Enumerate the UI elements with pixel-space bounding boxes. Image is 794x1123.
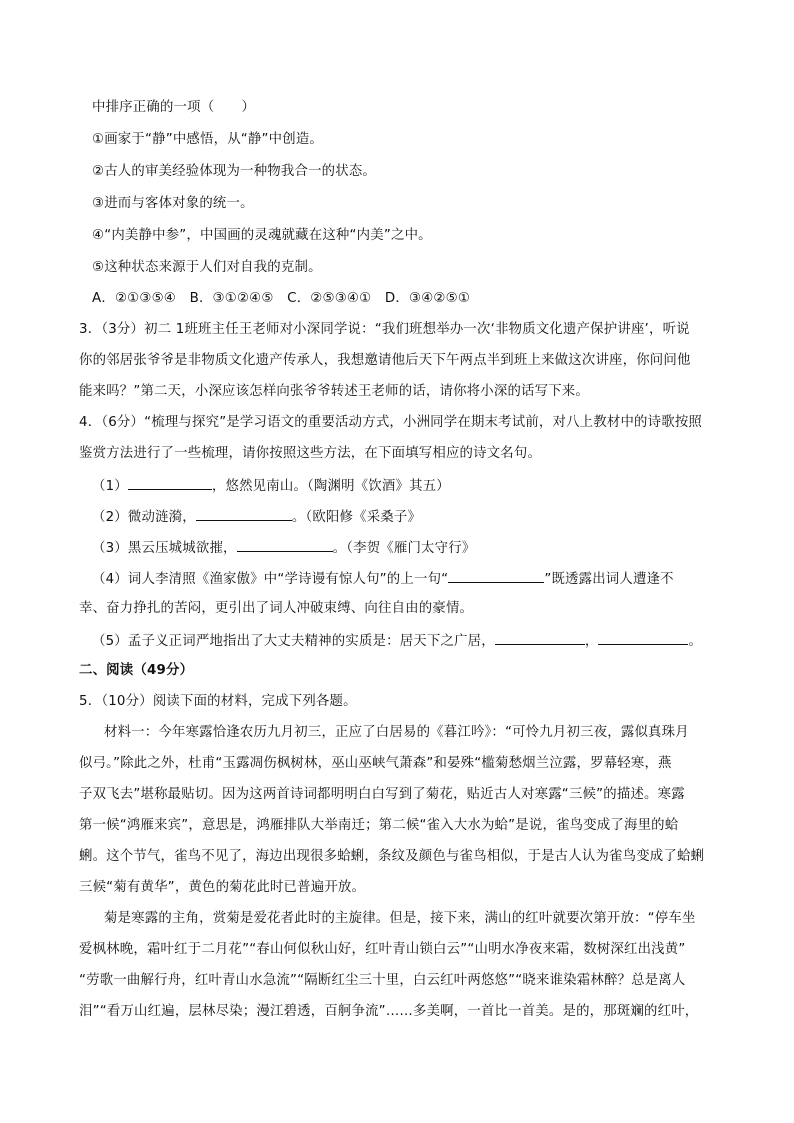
q4-item-1 bbox=[92, 475, 450, 497]
q4-item-4-prefix: （4）词人李清照《渔家傲》中“学诗谩有惊人句”的上一句“ bbox=[92, 572, 449, 587]
q5-lead: 5．（10分）阅读下面的材料，完成下列各题。 bbox=[79, 694, 357, 709]
material-2-line-2: 爱枫林晚，霜叶红于二月花”“春山何似秋山好，红叶青山锁白云”“山明水净夜来霜，数树深红出浅黄” bbox=[79, 942, 686, 957]
q4-line-1: 4．（6分）“梳理与探究”是学习语文的重要活动方式，小洲同学在期末考试前，对八上教材中的诗歌按照 bbox=[79, 415, 702, 430]
q4-item-4 bbox=[92, 568, 674, 590]
sentence-5: ⑤这种状态来源于人们对自我的克制。 bbox=[92, 260, 322, 275]
q4-item-1-prefix: （1） bbox=[92, 479, 128, 494]
q4-item-3 bbox=[92, 537, 475, 559]
q4-item-4-continued: 幸、奋力挣扎的苦闷，更引出了词人冲破束缚、向往自由的豪情。 bbox=[79, 601, 474, 616]
answer-blank-5[interactable] bbox=[495, 630, 585, 645]
q4-item-3-prefix: （3）黑云压城城欲摧， bbox=[92, 541, 237, 556]
q4-item-2 bbox=[92, 506, 421, 528]
q4-item-1-suffix: ，悠然见南山。（陶渊明《饮酒》其五） bbox=[211, 479, 450, 494]
q3-line-1: 3．（3分）初二 1班班主任王老师对小深同学说：“我们班想举办一次‘非物质文化遗产保护讲座’，听说 bbox=[79, 322, 690, 337]
material-1-line-4: 第一候“鸿雁来宾”，意思是，鸿雁排队大举南迁；第二候“雀入大水为蛤”是说，雀鸟变成了海里的蛤 bbox=[79, 818, 679, 833]
sentence-1: ①画家于“静”中感悟，从“静”中创造。 bbox=[92, 132, 324, 147]
answer-blank-1[interactable] bbox=[128, 475, 212, 490]
q4-item-4-suffix: ”既透露出词人遭逢不 bbox=[544, 572, 674, 587]
q4-item-5-suffix: 。 bbox=[688, 634, 703, 649]
q4-item-5 bbox=[92, 630, 702, 652]
sentence-2: ②古人的审美经验体现为一种物我合一的状态。 bbox=[92, 164, 377, 179]
q4-item-2-suffix: 。（欧阳修《采桑子》 bbox=[291, 510, 422, 525]
question-stem-tail: 中排序正确的一项（ ） bbox=[92, 100, 256, 115]
material-1-line-6: 三候“菊有黄华”，黄色的菊花此时已普遍开放。 bbox=[79, 880, 366, 895]
answer-blank-2[interactable] bbox=[196, 506, 292, 521]
answer-blank-6[interactable] bbox=[598, 630, 688, 645]
material-2-line-3: “劳歌一曲解行舟，红叶青山水急流”“隔断红尘三十里，白云红叶两悠悠”“晓来谁染霜林醉？总是离人 bbox=[79, 973, 686, 988]
answer-blank-3[interactable] bbox=[237, 537, 333, 552]
material-2-line-4: 泪”“看万山红遍，层林尽染；漫江碧透，百舸争流”……多美啊，一首比一首美。是的，那斑斓的红叶， bbox=[79, 1004, 699, 1019]
q4-item-5-sep: ， bbox=[584, 634, 599, 649]
q3-line-3: 能来吗？”第二天，小深应该怎样向张爷爷转述王老师的话，请你将小深的话写下来。 bbox=[79, 384, 589, 399]
q4-line-2: 鉴赏方法进行了一些梳理，请你按照这些方法，在下面填写相应的诗文名句。 bbox=[79, 446, 542, 461]
section-heading-reading: 二、阅读（49分） bbox=[79, 663, 194, 678]
material-1-line-5: 蜊。这个节气，雀鸟不见了，海边出现很多蛤蜊，条纹及颜色与雀鸟相似，于是古人认为雀鸟变成了蛤蜊 bbox=[79, 849, 705, 864]
q3-line-2: 你的邻居张爷爷是非物质文化遗产传承人，我想邀请他后天下午两点半到班上来做这次讲座，你问问他 bbox=[79, 353, 691, 368]
q4-item-3-suffix: 。（李贺《雁门太守行》 bbox=[332, 541, 476, 556]
answer-options: A．②①③⑤④ B．③①②④⑤ C．②⑤③④① D．③④②⑤① bbox=[92, 291, 471, 306]
material-2-line-1: 菊是寒露的主角，赏菊是爱花者此时的主旋律。但是，接下来，满山的红叶就要次第开放：“停车坐 bbox=[104, 911, 696, 926]
answer-blank-4[interactable] bbox=[448, 568, 544, 583]
material-1-line-2: 似弓。”除此之外，杜甫“玉露凋伤枫树林，巫山巫峡气萧森”和晏殊“槛菊愁烟兰泣露，罗幕轻寒，燕 bbox=[79, 756, 672, 771]
q4-item-2-prefix: （2）微动涟漪， bbox=[92, 510, 196, 525]
material-1-line-1: 材料一：今年寒露恰逢农历九月初三，正应了白居易的《暮江吟》：“可怜九月初三夜，露似真珠月 bbox=[104, 725, 689, 740]
q4-item-5-prefix: （5）孟子义正词严地指出了大丈夫精神的实质是：居天下之广居， bbox=[92, 634, 495, 649]
sentence-3: ③进而与客体对象的统一。 bbox=[92, 196, 254, 211]
sentence-4: ④“内美静中参”，中国画的灵魂就藏在这种“内美”之中。 bbox=[92, 228, 432, 243]
material-1-line-3: 子双飞去”堪称最贴切。因为这两首诗词都明明白白写到了菊花，贴近古人对寒露“三候”的描述。寒露 bbox=[79, 787, 685, 802]
